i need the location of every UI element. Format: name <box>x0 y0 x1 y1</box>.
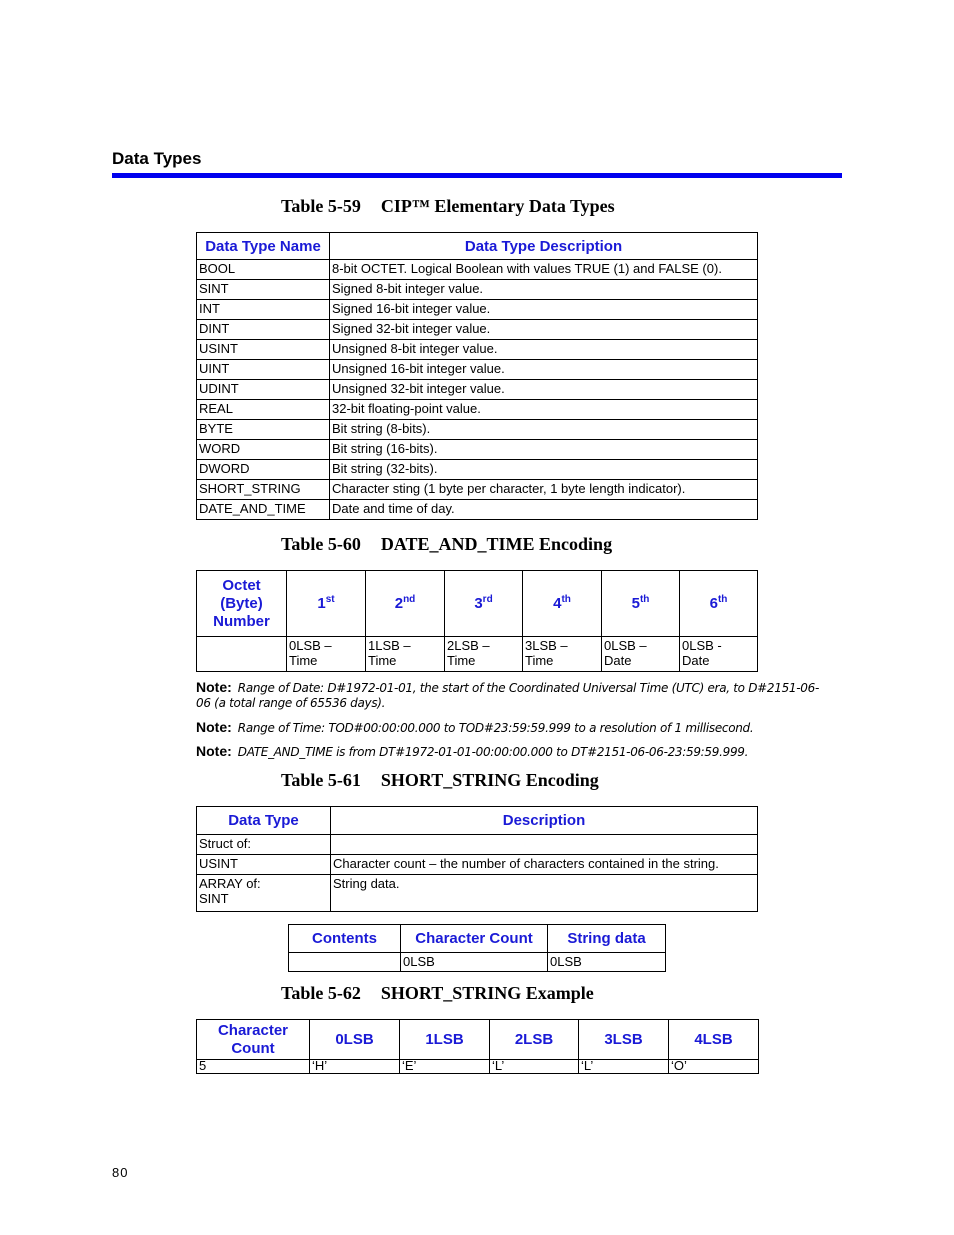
table-59-caption <box>281 196 615 217</box>
table-61-number: Table 5-61 <box>281 770 361 790</box>
table-60-number: Table 5-60 <box>281 534 361 554</box>
table-59-cell-type-name: USINT <box>197 340 330 360</box>
table-59-cell-description: Unsigned 32-bit integer value. <box>330 380 758 400</box>
character-count-cell: 0LSB <box>401 953 548 972</box>
table-59-cell-type-name: UDINT <box>197 380 330 400</box>
string-data-cell: 0LSB <box>548 953 666 972</box>
table-61-cell-description: String data. <box>331 875 758 912</box>
table-61-cell-type: USINT <box>197 855 331 875</box>
note-text: DATE_AND_TIME is from DT#1972-01-01-00:00:00.000 to DT#2151-06-06-23:59:59.999. <box>237 745 749 759</box>
table-row <box>197 260 758 280</box>
cell-line: 3LSB – <box>525 638 568 653</box>
octet-suffix: rd <box>482 594 493 605</box>
table-row <box>197 300 758 320</box>
table-59-cell-description: Bit string (16-bits). <box>330 440 758 460</box>
cell-line: Time <box>525 653 554 668</box>
table-61-cell-description: Character count – the number of characters contained in the string. <box>331 855 758 875</box>
table-59-cell-type-name: DATE_AND_TIME <box>197 500 330 520</box>
table-59-cell-description: Unsigned 8-bit integer value. <box>330 340 758 360</box>
octet-suffix: th <box>717 594 728 605</box>
table-59-cell-type-name: SHORT_STRING <box>197 480 330 500</box>
table-59-cell-description: 32-bit floating-point value. <box>330 400 758 420</box>
table-row <box>197 340 758 360</box>
table-row <box>197 480 758 500</box>
table-61-header-data-type: Data Type <box>197 807 331 835</box>
table-62-cell: ‘E’ <box>400 1060 490 1074</box>
table-59-cell-description: Signed 8-bit integer value. <box>330 280 758 300</box>
table-59-number: Table 5-59 <box>281 196 361 216</box>
table-59-cell-type-name: DINT <box>197 320 330 340</box>
table-59-cell-description: Date and time of day. <box>330 500 758 520</box>
table-row <box>197 460 758 480</box>
contents-cell <box>289 953 401 972</box>
table-62-number: Table 5-62 <box>281 983 361 1003</box>
note-time-range <box>196 719 753 735</box>
octet-number: 5 <box>631 595 640 612</box>
table-59-cell-description: Signed 16-bit integer value. <box>330 300 758 320</box>
table-60-cell <box>602 637 680 672</box>
octet-number: 4 <box>553 595 562 612</box>
cell-line: 0LSB – <box>604 638 647 653</box>
table-60-header-col-3 <box>445 571 523 637</box>
table-row <box>197 280 758 300</box>
table-61-title: SHORT_STRING Encoding <box>380 770 599 790</box>
table-62-cell: ‘O’ <box>669 1060 759 1074</box>
table-62-cell: ‘H’ <box>310 1060 400 1074</box>
cell-line: 1LSB – <box>368 638 411 653</box>
character-count-header: Character Count <box>401 925 548 953</box>
table-62-header-3lsb: 3LSB <box>579 1020 669 1060</box>
table-59-header-name: Data Type Name <box>197 233 330 260</box>
table-59-cell-type-name: UINT <box>197 360 330 380</box>
table-60-cell <box>523 637 602 672</box>
cell-line: Date <box>682 653 710 668</box>
note-label: Note: <box>196 743 232 759</box>
table-60-header-col-4 <box>523 571 602 637</box>
table-row <box>197 320 758 340</box>
table-60-cell <box>366 637 445 672</box>
table-60-cell <box>445 637 523 672</box>
cell-line: ARRAY of: <box>199 876 261 891</box>
note-date-range <box>196 679 819 710</box>
table-59-cell-type-name: BYTE <box>197 420 330 440</box>
table-59-body <box>197 260 758 520</box>
table-59-title: CIP™ Elementary Data Types <box>380 196 615 216</box>
table-62 <box>196 1019 759 1074</box>
table-62-cell: ‘L’ <box>579 1060 669 1074</box>
table-60-cell <box>680 637 758 672</box>
cell-line: Time <box>447 653 476 668</box>
table-59-cell-description: Signed 32-bit integer value. <box>330 320 758 340</box>
octet-suffix: th <box>561 594 571 605</box>
table-61-caption <box>281 770 599 791</box>
table-60-header-col-1 <box>287 571 366 637</box>
table-62-cell: ‘L’ <box>490 1060 579 1074</box>
cell-line: Time <box>289 653 318 668</box>
octet-number: 3 <box>474 595 483 612</box>
octet-number: 1 <box>317 595 326 612</box>
table-60-header-col-5 <box>602 571 680 637</box>
table-59-cell-description: Unsigned 16-bit integer value. <box>330 360 758 380</box>
string-data-header: String data <box>548 925 666 953</box>
table-62-title: SHORT_STRING Example <box>380 983 594 1003</box>
note-date-and-time <box>196 743 748 759</box>
table-59-cell-type-name: INT <box>197 300 330 320</box>
table-59-cell-type-name: WORD <box>197 440 330 460</box>
table-60-caption <box>281 534 612 555</box>
table-60-cell <box>287 637 366 672</box>
table-row <box>197 420 758 440</box>
table-row <box>197 440 758 460</box>
table-62-header-character-count: Character Count <box>197 1020 310 1060</box>
table-60-header-col-2 <box>366 571 445 637</box>
note-text: Range of Time: TOD#00:00:00.000 to TOD#23:59:59.999 to a resolution of 1 millisecond. <box>237 721 754 735</box>
table-61 <box>196 806 758 912</box>
contents-header: Contents <box>289 925 401 953</box>
table-59-cell-type-name: DWORD <box>197 460 330 480</box>
note-label: Note: <box>196 679 232 695</box>
note-text: Range of Date: D#1972-01-01, the start of the Coordinated Universal Time (UTC) era, to D#2151-06- <box>237 681 820 695</box>
table-59-cell-type-name: REAL <box>197 400 330 420</box>
section-rule <box>112 173 842 178</box>
table-59-header-description: Data Type Description <box>330 233 758 260</box>
table-60 <box>196 570 758 672</box>
table-59-cell-description: Bit string (8-bits). <box>330 420 758 440</box>
cell-line: Time <box>368 653 397 668</box>
table-row <box>197 380 758 400</box>
cell-line: SINT <box>199 891 229 906</box>
octet-suffix: th <box>639 594 650 605</box>
page-number: 80 <box>112 1165 129 1180</box>
octet-suffix: st <box>325 594 335 605</box>
cell-line: Date <box>604 653 632 668</box>
table-62-header-0lsb: 0LSB <box>310 1020 400 1060</box>
cell-line: 0LSB – <box>289 638 332 653</box>
cell-line: 0LSB - <box>682 638 722 653</box>
table-59-cell-description: Character sting (1 byte per character, 1 byte length indicator). <box>330 480 758 500</box>
table-60-header-col-6 <box>680 571 758 637</box>
octet-suffix: nd <box>403 594 416 605</box>
table-row <box>197 360 758 380</box>
table-62-header-2lsb: 2LSB <box>490 1020 579 1060</box>
table-59 <box>196 232 758 520</box>
table-row <box>197 500 758 520</box>
table-62-header-4lsb: 4LSB <box>669 1020 759 1060</box>
table-59-cell-description: 8-bit OCTET. Logical Boolean with values TRUE (1) and FALSE (0). <box>330 260 758 280</box>
table-60-header-octet: Octet (Byte) Number <box>197 571 287 637</box>
octet-number: 2 <box>394 595 404 612</box>
table-61-cell-description <box>331 835 758 855</box>
table-60-title: DATE_AND_TIME Encoding <box>380 534 613 554</box>
table-62-header-1lsb: 1LSB <box>400 1020 490 1060</box>
table-61-header-description: Description <box>331 807 758 835</box>
note-text-continued: 06 (a total range of 65536 days). <box>196 696 386 710</box>
table-59-cell-type-name: BOOL <box>197 260 330 280</box>
octet-number: 6 <box>709 595 718 612</box>
table-62-cell: 5 <box>197 1060 310 1074</box>
table-59-cell-description: Bit string (32-bits). <box>330 460 758 480</box>
note-label: Note: <box>196 719 232 735</box>
table-61-contents <box>288 924 666 972</box>
cell-line: 2LSB – <box>447 638 490 653</box>
table-row <box>197 400 758 420</box>
table-62-caption <box>281 983 594 1004</box>
table-61-cell-type <box>197 875 331 912</box>
section-title: Data Types <box>112 149 202 168</box>
table-59-cell-type-name: SINT <box>197 280 330 300</box>
table-61-cell-type: Struct of: <box>197 835 331 855</box>
table-60-empty-cell <box>197 637 287 672</box>
